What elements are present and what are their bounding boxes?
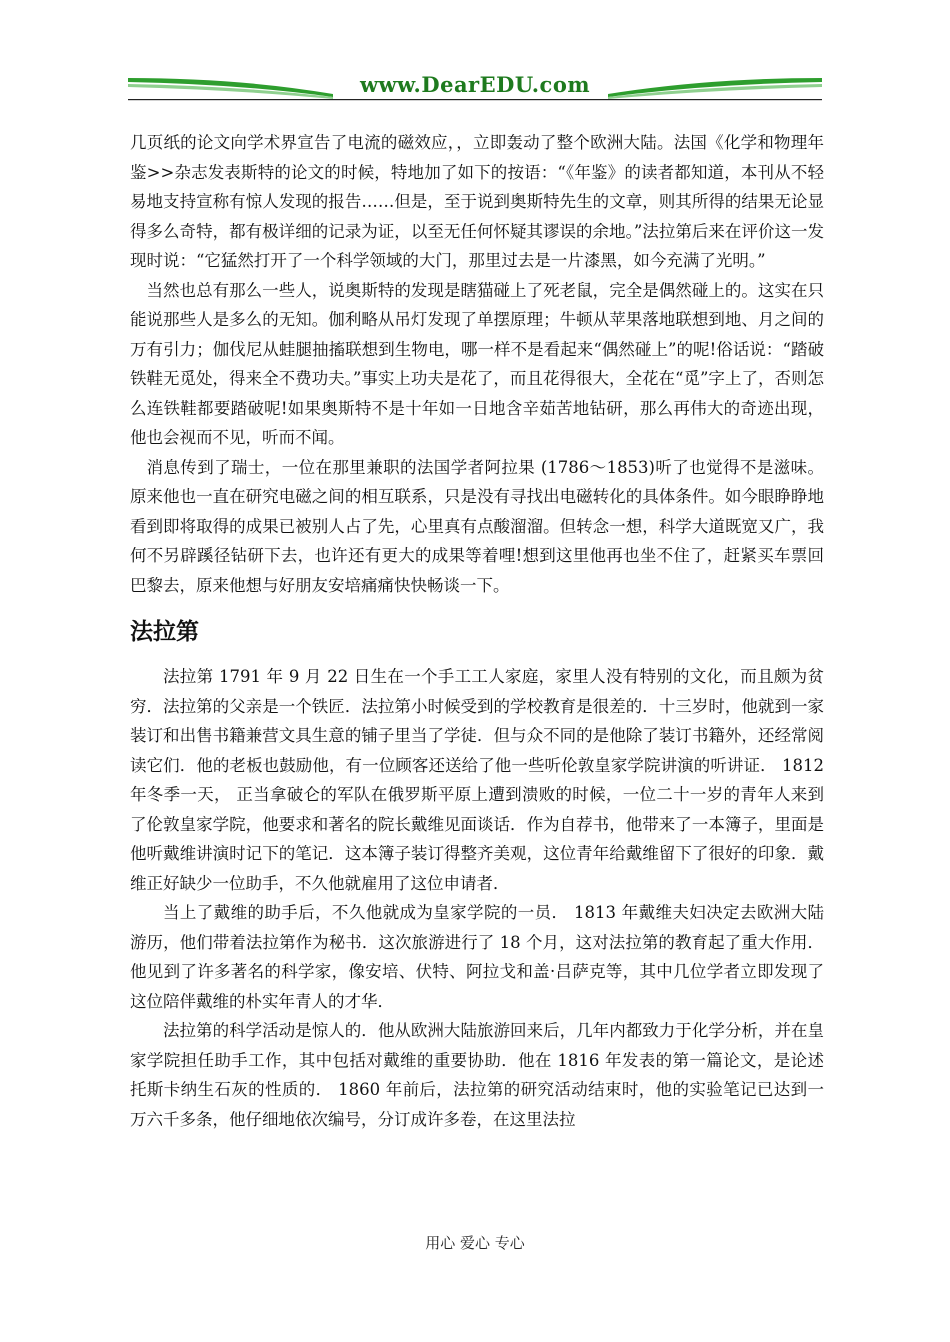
body-paragraph: 几页纸的论文向学术界宣告了电流的磁效应，，立即轰动了整个欧洲大陆。法国《化学和物理年鉴>>杂志发表斯特的论文的时候，特地加了如下的按语：“《年鉴》的读者都知道，本刊从不轻易地支持宣称有惊人发现的报告……但是，至于说到奥斯特先生的文章，则其所得的结果无论显得多么奇特，都有极详细的记录为证，以至无任何怀疑其谬误的余地。”法拉第后来在评价这一发现时说：“它猛然打开了一个科学领域的大门，那里过去是一片漆黑，如今充满了光明。” <box>130 133 824 270</box>
document-body <box>130 128 824 1134</box>
site-header <box>128 66 822 106</box>
body-paragraph: 法拉第 1791 年 9 月 22 日生在一个手工工人家庭，家里人没有特别的文化，而且颇为贫穷．法拉第的父亲是一个铁匠．法拉第小时候受到的学校教育是很差的．十三岁时，他就到一家装订和出售书籍兼营文具生意的铺子里当了学徒．但与众不同的是他除了装订书籍外，还经常阅读它们．他的老板也鼓励他，有一位顾客还送给了他一些听伦敦皇家学院讲演的听讲证． 1812 年冬季一天， 正当拿破仑的军队在俄罗斯平原上遭到溃败的时候，一位二十一岁的青年人来到了伦敦皇家学院，他要求和著名的院长戴维见面谈话．作为自荐书，他带来了一本簿子，里面是他听戴维讲演时记下的笔记．这本簿子装订得整齐美观，这位青年给戴维留下了很好的印象．戴维正好缺少一位助手，不久他就雇用了这位申请者． <box>130 667 824 893</box>
page-footer: 用心 爱心 专心 <box>425 1234 525 1252</box>
body-paragraph: 法拉第的科学活动是惊人的．他从欧洲大陆旅游回来后，几年内都致力于化学分析，并在皇家学院担任助手工作，其中包括对戴维的重要协助．他在 1816 年发表的第一篇论文，是论述托斯卡纳生石灰的性质的． 1860 年前后，法拉第的研究活动结束时，他的实验笔记已达到一万六千多条，他仔细地依次编号，分订成许多卷，在这里法拉 <box>130 1021 824 1129</box>
site-logo-text: www.DearEDU.com <box>359 72 591 97</box>
body-paragraph: 当然也总有那么一些人，说奥斯特的发现是瞎猫碰上了死老鼠，完全是偶然碰上的。这实在只能说那些人是多么的无知。伽利略从吊灯发现了单摆原理；牛顿从苹果落地联想到地、月之间的万有引力；伽伐尼从蛙腿抽搐联想到生物电，哪一样不是看起来“偶然碰上”的呢!俗话说：“踏破铁鞋无觅处，得来全不费功夫。”事实上功夫是花了，而且花得很大，全花在“觅”字上了，否则怎么连铁鞋都要踏破呢!如果奥斯特不是十年如一日地含辛茹苦地钻研，那么再伟大的奇迹出现，他也会视而不见，听而不闻。 <box>130 280 824 447</box>
body-paragraph: 当上了戴维的助手后，不久他就成为皇家学院的一员． 1813 年戴维夫妇决定去欧洲大陆游历，他们带着法拉第作为秘书．这次旅游进行了 18 个月，这对法拉第的教育起了重大作用．他见到了许多著名的科学家，像安培、伏特、阿拉戈和盖·吕萨克等，其中几位学者立即发现了这位陪伴戴维的朴实年青人的才华． <box>130 903 824 1011</box>
section-heading: 法拉第 <box>130 619 199 645</box>
body-paragraph: 消息传到了瑞士，一位在那里兼职的法国学者阿拉果 (1786～1853)听了也觉得不是滋味。原来他也一直在研究电磁之间的相互联系，只是没有寻找出电磁转化的具体条件。如今眼睁睁地看到即将取得的成果已被别人占了先，心里真有点酸溜溜。但转念一想，科学大道既宽又广，我何不另辟蹊径钻研下去，也许还有更大的成果等着哩!想到这里他再也坐不住了，赶紧买车票回巴黎去，原来他想与好朋友安培痛痛快快畅谈一下。 <box>130 457 824 595</box>
